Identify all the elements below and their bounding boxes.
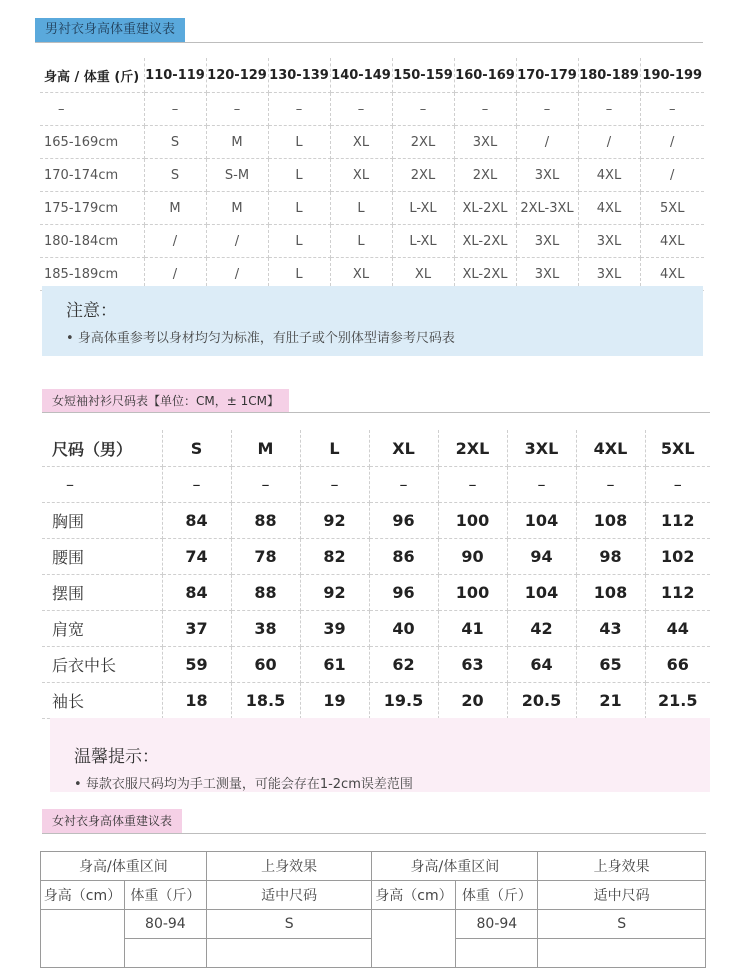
column-header: 160-169 <box>454 58 516 93</box>
table-header-row <box>41 852 706 881</box>
section2-title: 女短袖衬衫尺码表【单位：CM，± 1CM】 <box>42 389 289 413</box>
column-header: 190-199 <box>640 58 704 93</box>
measure-cell: 100 <box>438 575 507 611</box>
size-cell: 3XL <box>516 225 578 258</box>
table-row <box>42 611 710 647</box>
size-cell: / <box>206 258 268 291</box>
column-header: 4XL <box>576 430 645 467</box>
measure-cell: 90 <box>438 539 507 575</box>
measure-cell: 96 <box>369 575 438 611</box>
weight-cell <box>456 939 538 968</box>
dash-cell: – <box>268 93 330 126</box>
size-cell: L <box>268 225 330 258</box>
measure-cell: 21 <box>576 683 645 719</box>
header-label: 尺码（男） <box>42 430 162 467</box>
bullet-icon: • <box>66 331 78 346</box>
weight-cell: 80-94 <box>456 910 538 939</box>
size-cell: 2XL-3XL <box>516 192 578 225</box>
measure-cell: 63 <box>438 647 507 683</box>
dash-cell: – <box>40 93 144 126</box>
column-header: 110-119 <box>144 58 206 93</box>
measure-cell: 59 <box>162 647 231 683</box>
size-cell: 3XL <box>578 258 640 291</box>
dash-cell: – <box>576 467 645 503</box>
size-cell: / <box>640 126 704 159</box>
size-cell: L <box>268 126 330 159</box>
note-line <box>66 327 703 346</box>
dash-row <box>40 93 704 126</box>
size-cell: S <box>144 126 206 159</box>
measure-cell: 44 <box>645 611 710 647</box>
measure-cell: 66 <box>645 647 710 683</box>
measure-cell: 65 <box>576 647 645 683</box>
size-cell: 4XL <box>578 192 640 225</box>
dash-cell: – <box>645 467 710 503</box>
dash-cell: – <box>231 467 300 503</box>
table-subheader-row <box>41 881 706 910</box>
measure-cell: 40 <box>369 611 438 647</box>
column-header: 130-139 <box>268 58 330 93</box>
column-header: 120-129 <box>206 58 268 93</box>
measure-cell: 60 <box>231 647 300 683</box>
table-row <box>40 225 704 258</box>
row-label: 后衣中长 <box>42 647 162 683</box>
column-header: L <box>300 430 369 467</box>
measure-cell: 94 <box>507 539 576 575</box>
column-header: 140-149 <box>330 58 392 93</box>
size-cell: / <box>640 159 704 192</box>
measure-cell: 100 <box>438 503 507 539</box>
size-cell: L <box>330 192 392 225</box>
size-cell: 3XL <box>516 159 578 192</box>
measure-cell: 42 <box>507 611 576 647</box>
table-row <box>42 683 710 719</box>
height-cell <box>41 910 125 939</box>
size-cell: L <box>268 192 330 225</box>
table-row <box>41 939 706 968</box>
note-text: 身高体重参考以身材均匀为标准，有肚子或个别体型请参考尺码表 <box>77 331 455 346</box>
row-label: 185-189cm <box>40 258 144 291</box>
section3-divider <box>42 833 706 834</box>
height-header: 身高（cm） <box>41 881 125 910</box>
column-header: 170-179 <box>516 58 578 93</box>
tip-line <box>74 773 710 792</box>
column-header: 3XL <box>507 430 576 467</box>
size-cell: 4XL <box>640 225 704 258</box>
height-cell <box>372 910 456 939</box>
size-cell: L <box>268 159 330 192</box>
measure-cell: 98 <box>576 539 645 575</box>
fit-cell: S <box>206 910 372 939</box>
section2-divider <box>42 412 710 413</box>
measure-cell: 92 <box>300 575 369 611</box>
table-row <box>42 539 710 575</box>
dash-cell: – <box>206 93 268 126</box>
size-cell: 3XL <box>578 225 640 258</box>
measure-cell: 86 <box>369 539 438 575</box>
range-header: 身高/体重区间 <box>372 852 538 881</box>
table-header-row <box>42 430 710 467</box>
measure-cell: 37 <box>162 611 231 647</box>
fit-cell <box>206 939 372 968</box>
section3-title: 女衬衣身高体重建议表 <box>42 809 182 833</box>
row-label: 肩宽 <box>42 611 162 647</box>
size-cell: 2XL <box>392 126 454 159</box>
size-cell: 3XL <box>454 126 516 159</box>
weight-cell: 80-94 <box>124 910 206 939</box>
size-cell: / <box>206 225 268 258</box>
measure-cell: 19 <box>300 683 369 719</box>
dash-cell: – <box>454 93 516 126</box>
women-shirt-size-chart <box>42 430 710 719</box>
fit-cell <box>538 939 706 968</box>
effect-header: 上身效果 <box>538 852 706 881</box>
column-header: 5XL <box>645 430 710 467</box>
dash-cell: – <box>392 93 454 126</box>
measure-cell: 39 <box>300 611 369 647</box>
measure-cell: 104 <box>507 503 576 539</box>
measure-cell: 92 <box>300 503 369 539</box>
measure-cell: 62 <box>369 647 438 683</box>
size-cell: / <box>144 225 206 258</box>
column-header: 180-189 <box>578 58 640 93</box>
size-cell: M <box>206 126 268 159</box>
measure-cell: 64 <box>507 647 576 683</box>
size-cell: 5XL <box>640 192 704 225</box>
row-label: 腰围 <box>42 539 162 575</box>
table-row <box>40 192 704 225</box>
dash-cell: – <box>162 467 231 503</box>
size-cell: / <box>144 258 206 291</box>
measure-cell: 20.5 <box>507 683 576 719</box>
measure-cell: 104 <box>507 575 576 611</box>
size-cell: M <box>144 192 206 225</box>
measure-cell: 82 <box>300 539 369 575</box>
section1-title: 男衬衣身高体重建议表 <box>35 18 185 42</box>
size-cell: XL <box>330 258 392 291</box>
women-shirt-recommend-table <box>40 851 706 968</box>
size-cell: / <box>578 126 640 159</box>
tip-box <box>50 718 710 792</box>
dash-cell: – <box>42 467 162 503</box>
size-cell: XL <box>330 159 392 192</box>
section1-divider <box>35 42 703 43</box>
size-cell: XL <box>330 126 392 159</box>
measure-cell: 88 <box>231 575 300 611</box>
dash-cell: – <box>144 93 206 126</box>
row-label: 165-169cm <box>40 126 144 159</box>
measure-cell: 84 <box>162 575 231 611</box>
dash-cell: – <box>300 467 369 503</box>
measure-cell: 18.5 <box>231 683 300 719</box>
effect-header: 上身效果 <box>206 852 372 881</box>
tip-title: 温馨提示： <box>74 747 159 767</box>
row-label: 袖长 <box>42 683 162 719</box>
size-cell: 3XL <box>516 258 578 291</box>
measure-cell: 18 <box>162 683 231 719</box>
height-header: 身高（cm） <box>372 881 456 910</box>
size-cell: XL-2XL <box>454 225 516 258</box>
weight-header: 体重（斤） <box>456 881 538 910</box>
column-header: XL <box>369 430 438 467</box>
measure-cell: 74 <box>162 539 231 575</box>
dash-cell: – <box>516 93 578 126</box>
note-box <box>42 286 703 356</box>
dash-cell: – <box>369 467 438 503</box>
column-header: 2XL <box>438 430 507 467</box>
measure-cell: 19.5 <box>369 683 438 719</box>
column-header: S <box>162 430 231 467</box>
bullet-icon: • <box>74 777 86 792</box>
size-cell: 2XL <box>454 159 516 192</box>
tip-text: 每款衣服尺码均为手工测量，可能会存在1-2cm误差范围 <box>85 777 413 792</box>
measure-cell: 108 <box>576 503 645 539</box>
size-cell: S-M <box>206 159 268 192</box>
size-cell: L-XL <box>392 192 454 225</box>
table-row <box>41 910 706 939</box>
size-cell: L-XL <box>392 225 454 258</box>
dash-cell: – <box>438 467 507 503</box>
height-cell <box>372 939 456 968</box>
row-label: 180-184cm <box>40 225 144 258</box>
measure-cell: 112 <box>645 575 710 611</box>
column-header: M <box>231 430 300 467</box>
row-label: 摆围 <box>42 575 162 611</box>
measure-cell: 38 <box>231 611 300 647</box>
size-cell: XL-2XL <box>454 258 516 291</box>
header-label: 身高 / 体重 (斤) <box>40 58 144 93</box>
note-title: 注意： <box>66 301 117 321</box>
measure-cell: 108 <box>576 575 645 611</box>
range-header: 身高/体重区间 <box>41 852 207 881</box>
measure-cell: 88 <box>231 503 300 539</box>
measure-cell: 61 <box>300 647 369 683</box>
dash-cell: – <box>640 93 704 126</box>
dash-cell: – <box>578 93 640 126</box>
men-shirt-size-table <box>40 58 704 291</box>
row-label: 170-174cm <box>40 159 144 192</box>
size-cell: / <box>516 126 578 159</box>
table-row <box>42 575 710 611</box>
size-cell: 2XL <box>392 159 454 192</box>
size-cell: XL-2XL <box>454 192 516 225</box>
size-cell: 4XL <box>640 258 704 291</box>
dash-cell: – <box>507 467 576 503</box>
size-cell: XL <box>392 258 454 291</box>
dash-row <box>42 467 710 503</box>
dash-cell: – <box>330 93 392 126</box>
measure-cell: 102 <box>645 539 710 575</box>
row-label: 胸围 <box>42 503 162 539</box>
row-label: 175-179cm <box>40 192 144 225</box>
fit-header: 适中尺码 <box>206 881 372 910</box>
measure-cell: 112 <box>645 503 710 539</box>
measure-cell: 84 <box>162 503 231 539</box>
table-row <box>40 159 704 192</box>
table-header-row <box>40 58 704 93</box>
measure-cell: 96 <box>369 503 438 539</box>
size-cell: S <box>144 159 206 192</box>
measure-cell: 20 <box>438 683 507 719</box>
table-row <box>40 126 704 159</box>
height-cell <box>41 939 125 968</box>
weight-cell <box>124 939 206 968</box>
measure-cell: 41 <box>438 611 507 647</box>
fit-header: 适中尺码 <box>538 881 706 910</box>
weight-header: 体重（斤） <box>124 881 206 910</box>
column-header: 150-159 <box>392 58 454 93</box>
measure-cell: 43 <box>576 611 645 647</box>
size-cell: 4XL <box>578 159 640 192</box>
measure-cell: 78 <box>231 539 300 575</box>
size-cell: M <box>206 192 268 225</box>
table-row <box>42 503 710 539</box>
table-row <box>42 647 710 683</box>
size-cell: L <box>268 258 330 291</box>
fit-cell: S <box>538 910 706 939</box>
measure-cell: 21.5 <box>645 683 710 719</box>
size-cell: L <box>330 225 392 258</box>
